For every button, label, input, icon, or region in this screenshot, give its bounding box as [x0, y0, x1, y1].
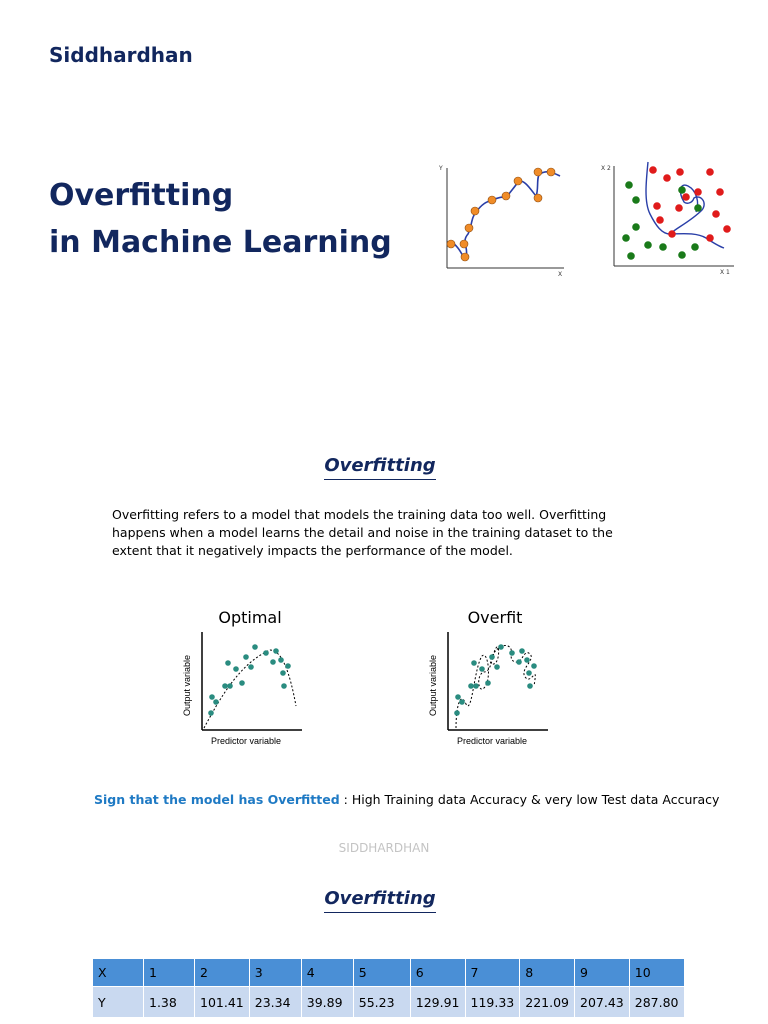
table-cell: 207.43	[575, 987, 630, 1018]
table-cell: 3	[249, 959, 301, 987]
page-title	[49, 172, 392, 266]
sign-text: : High Training data Accuracy & very low Test data Accuracy	[339, 792, 720, 807]
table-cell: X	[93, 959, 144, 987]
table-cell: 1	[144, 959, 195, 987]
xy-data-table	[92, 958, 685, 1018]
overfitting-definition: Overfitting refers to a model that models the training data too well. Overfitting happens when a model learns the detail and noise in the training dataset to the extent that it negatively impacts the performance of the model.	[112, 507, 613, 558]
overfit-plot-title: Overfit	[467, 608, 523, 627]
overfit-ylabel: Output variable	[428, 654, 438, 716]
table-cell: 287.80	[629, 987, 684, 1018]
table-cell: 1.38	[144, 987, 195, 1018]
table-cell: 119.33	[465, 987, 520, 1018]
table-cell: Y	[93, 987, 144, 1018]
title-line-1: Overfitting	[49, 178, 234, 213]
table-cell: 5	[353, 959, 410, 987]
regression-overfit-figure	[436, 152, 576, 282]
author-name: Siddhardhan	[49, 43, 193, 67]
y-axis-label: Y	[439, 165, 443, 172]
overfit-plot	[426, 628, 556, 750]
sign-highlight: Sign that the model has Overfitted	[94, 792, 340, 807]
data-points	[454, 644, 537, 716]
classification-overfit-figure	[600, 152, 740, 282]
overfit-sign-note	[94, 792, 719, 807]
table-cell: 129.91	[410, 987, 465, 1018]
table-cell: 6	[410, 959, 465, 987]
section-title-2: Overfitting	[0, 888, 760, 909]
overfit-xlabel: Predictor variable	[457, 736, 528, 746]
section-title-1: Overfitting	[0, 455, 760, 476]
table-cell: 8	[520, 959, 575, 987]
title-line-2: in Machine Learning	[49, 225, 392, 260]
overfit-curve	[456, 645, 535, 728]
table-cell: 2	[195, 959, 250, 987]
optimal-xlabel: Predictor variable	[211, 736, 282, 746]
table-cell: 101.41	[195, 987, 250, 1018]
table-cell: 221.09	[520, 987, 575, 1018]
orange-points	[447, 168, 555, 261]
table-row	[93, 987, 685, 1018]
x-axis-label: X	[558, 271, 563, 278]
table-cell: 10	[629, 959, 684, 987]
data-points	[208, 644, 291, 716]
table-cell: 9	[575, 959, 630, 987]
table-cell: 23.34	[249, 987, 301, 1018]
optimal-plot	[180, 628, 310, 750]
optimal-ylabel: Output variable	[182, 654, 192, 716]
table-header-row	[93, 959, 685, 987]
table-cell: 7	[465, 959, 520, 987]
table-cell: 55.23	[353, 987, 410, 1018]
optimal-plot-title: Optimal	[218, 608, 282, 627]
x2-axis-label: X 2	[601, 165, 611, 172]
table-cell: 39.89	[301, 987, 353, 1018]
x1-axis-label: X 1	[720, 269, 730, 276]
watermark: SIDDHARDHAN	[338, 841, 430, 855]
table-cell: 4	[301, 959, 353, 987]
